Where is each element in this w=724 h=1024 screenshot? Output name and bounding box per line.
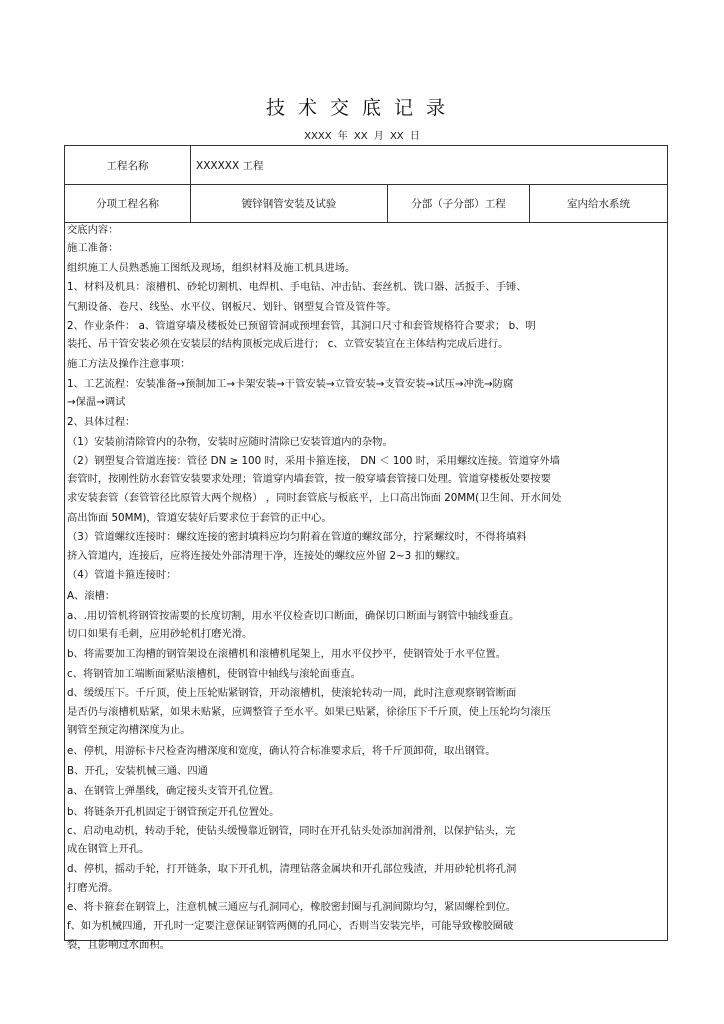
content-line: 组织施工人员熟悉施工图纸及现场，组织材料及施工机具进场。: [67, 262, 356, 274]
content-line: 成在钢管上开孔。: [67, 843, 150, 855]
page-title: 技术交底记录: [265, 97, 458, 119]
content-line: →保温→调试: [67, 396, 126, 408]
content-line: 打磨光滑。: [67, 882, 119, 894]
content-line: A、滚槽：: [67, 590, 116, 602]
content-line: 是否仍与滚槽机贴紧，如果未贴紧，应调整管子至水平。如果已贴紧，徐徐压下千斤顶，使上压轮均匀滚压: [67, 706, 551, 718]
content-line: a、在钢管上弹墨线，确定接头支管开孔位置。: [67, 785, 280, 797]
sub-item-label: 分项工程名称: [96, 197, 159, 210]
project-name-value: XXXXXX 工程: [190, 146, 667, 184]
content-line: 高出饰面 50MM)，管道安装好后要求位于套管的正中心。: [67, 512, 332, 524]
content-line: 交底内容：: [67, 224, 119, 236]
content-line: （1）安装前清除管内的杂物，安装时应随时清除已安装管道内的杂物。: [67, 436, 393, 448]
sub-item-value: 镀锌钢管安装及试验: [190, 184, 387, 222]
content-line: （4）管道卡箍连接时：: [67, 569, 177, 581]
division-label: 分部（子分部）工程: [387, 184, 529, 222]
content-line: e、将卡箍套在钢管上，注意机械三通应与孔洞同心，橡胶密封圈与孔洞间隙均匀，紧固螺栓到位。: [67, 901, 517, 913]
content-line: 2、具体过程：: [67, 416, 136, 428]
content-line: 1、材料及机具：滚槽机、砂轮切割机、电焊机、手电钻、冲击钻、套丝机、铣口器、活扳手、手锤、: [67, 281, 527, 293]
project-name-label: 工程名称: [106, 159, 149, 172]
content-line: 挤入管道内，连接后，应将连接处外部清理干净，连接处的螺纹应外留 2~3 扣的螺纹。: [67, 550, 466, 562]
record-date: XXXX 年 XX 月 XX 日: [304, 131, 420, 142]
content-line: 1、工艺流程：安装准备→预制加工→卡架安装→干管安装→立管安装→支管安装→试压→冲洗→防腐: [67, 378, 514, 390]
content-line: （2）钢塑复合管道连接：管径 DN ≥ 100 时，采用卡箍连接， DN ＜ 100 时，采用螺纹连接。管道穿外墙: [67, 455, 560, 467]
content-line: 施工准备：: [67, 242, 119, 254]
content-line: c、启动电动机，转动手轮，使钻头缓慢靠近钢管，同时在开孔钻头处添加润滑剂，以保护钻头，完: [67, 825, 516, 837]
content-line: b、将需要加工沟槽的钢管架设在滚槽机和滚槽机尾架上，用水平仪抄平，使钢管处于水平位置。: [67, 648, 507, 660]
division-value: 室内给水系统: [529, 184, 667, 222]
content-line: 求安装套管（套管管径比原管大两个规格） ，同时套管底与板底平，上口高出饰面 20MM(卫生间、开水间处: [67, 492, 562, 504]
content-line: 切口如果有毛刺，应用砂轮机打磨光滑。: [67, 628, 253, 640]
content-line: f、如为机械四通，开孔时一定要注意保证钢管两侧的孔同心，否则当安装完毕，可能导致橡胶圈破: [67, 920, 514, 932]
subproject-row: [65, 184, 667, 223]
content-line: 套管时，按刚性防水套管安装要求处理；管道穿内墙套管，按一般穿墙套管接口处理。管道穿楼板处要按要: [67, 473, 551, 485]
project-row: [65, 146, 667, 185]
content-line: 裂，且影响过水面积。: [67, 939, 170, 951]
content-line: 气割设备、卷尺、线坠、水平仪、钢板尺、划针、钢塑复合管及管件等。: [67, 301, 397, 313]
content-line: 施工方法及操作注意事项：: [67, 358, 191, 370]
content-line: b、将链条开孔机固定于钢管预定开孔位置处。: [67, 806, 280, 818]
content-line: d、停机，摇动手轮，打开链条，取下开孔机，清理钻落金属块和开孔部位残渣，并用砂轮机将孔洞: [67, 863, 517, 875]
content-line: 装托、吊干管安装必须在安装层的结构顶板完成后进行； c、立管安装宜在主体结构完成后进行。: [67, 338, 509, 350]
content-line: （3）管道螺纹连接时：螺纹连接的密封填料应均匀附着在管道的螺纹部分，拧紧螺纹时，不得将填料: [67, 531, 527, 543]
content-line: c、将钢管加工端断面紧贴滚槽机，使钢管中轴线与滚轮面垂直。: [67, 668, 361, 680]
record-table: [64, 145, 668, 951]
content-line: e、停机，用游标卡尺检查沟槽深度和宽度，确认符合标准要求后，将千斤顶卸荷，取出钢管。: [67, 745, 496, 757]
content-line: 钢管至预定沟槽深度为止。: [67, 724, 191, 736]
content-line: d、缓缓压下。千斤顶，使上压轮贴紧钢管，开动滚槽机，使滚轮转动一周，此时注意观察钢管断面: [67, 687, 517, 699]
content-line: 2、作业条件： a、管道穿墙及楼板处已预留管洞或预埋套管，其洞口尺寸和套管规格符合要求； b、明: [67, 320, 536, 332]
content-line: a、.用切管机将钢管按需要的长度切割，用水平仪检查切口断面，确保切口断面与钢管中轴线垂直。: [67, 610, 520, 622]
content-line: B、开孔，安装机械三通、四通: [67, 765, 208, 777]
